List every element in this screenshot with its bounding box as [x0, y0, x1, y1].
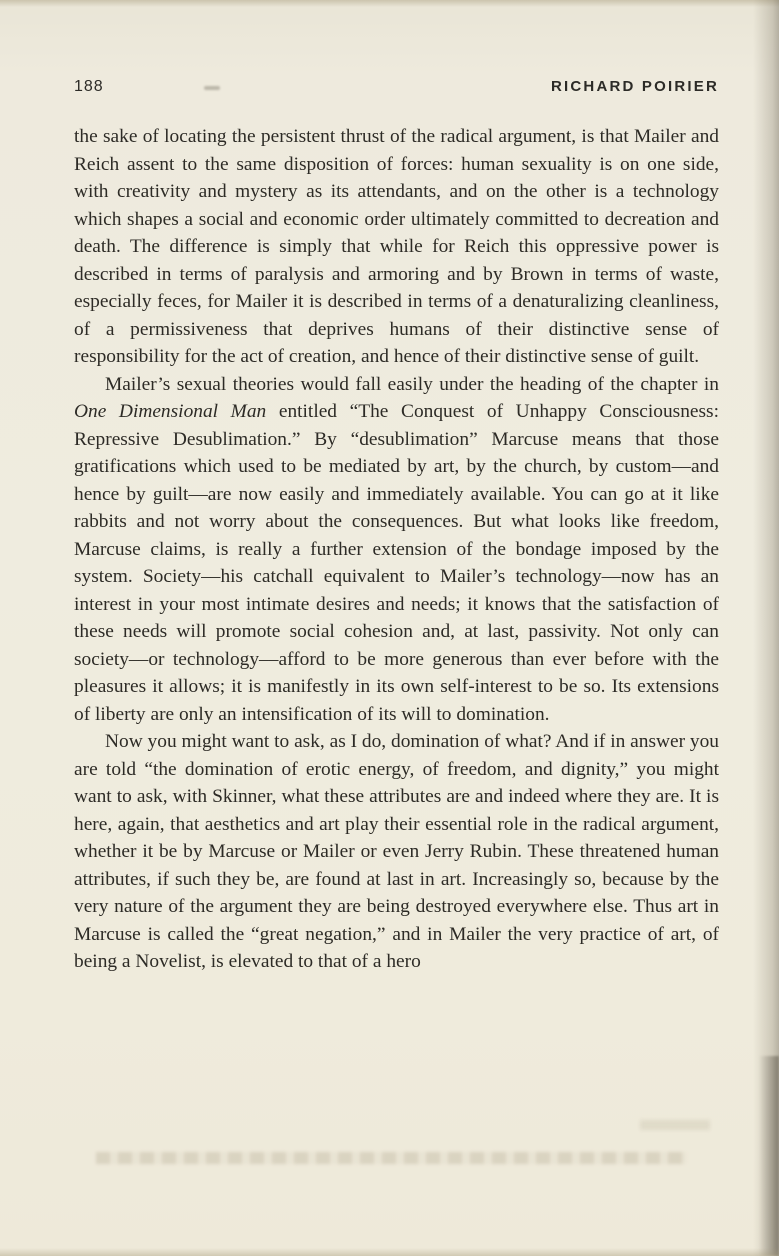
show-through-text-smudge — [96, 1152, 686, 1164]
scan-edge-bottom — [0, 1248, 779, 1256]
paragraph-2-text-after: entitled “The Conquest of Unhappy Consciousness: Repressive Desublimation.” By “desublimation” Marcuse means that those gratifications which used to be mediated by art, by the church, by custom––and hence by guilt––are now easily and immediately available. You can go at it like rabbits and not worry about the consequences. But what looks like freedom, Marcuse claims, is really a further extension of the bondage imposed by the system. Society––his catchall equivalent to Mailer’s technology––now has an interest in your most intimate desires and needs; it knows that the satisfaction of these needs will promote social cohesion and, at last, passivity. Not only can society––or technology––afford to be more generous than ever before with the pleasures it allows; it is manifestly in its own self-interest to be so. Its extensions of liberty are only an intensification of its will to domination. — [74, 401, 719, 725]
scan-edge-right — [753, 0, 779, 1256]
running-header-author: RICHARD POIRIER — [550, 78, 719, 95]
paragraph-3 — [74, 728, 719, 976]
paragraph-1 — [74, 123, 719, 371]
paragraph-1-text: the sake of locating the persistent thrust of the radical argument, is that Mailer and Reich assent to the same disposition of forces: human sexuality is on one side, with creativity and mystery as its attendants, and on the other is a technology which shapes a social and economic order ultimately committed to decreation and death. The difference is simply that while for Reich this oppressive power is described in terms of paralysis and armoring and by Brown in terms of waste, especially feces, for Mailer it is described in terms of a denaturalizing cleanliness, of a permissiveness that deprives humans of their distinctive sense of responsibility for the act of creation, and hence of their distinctive sense of guilt. — [74, 126, 719, 367]
book-title-one-dimensional-man: One Dimensional Man — [74, 401, 267, 422]
scan-edge-top — [0, 0, 779, 7]
page-number: 188 — [74, 78, 104, 95]
paragraph-2 — [74, 371, 719, 729]
scan-shadow-bottom-right — [759, 1056, 779, 1256]
paragraph-2-text-before: Mailer’s sexual theories would fall easily under the heading of the chapter in — [105, 373, 719, 395]
page-content — [74, 78, 719, 976]
paragraph-3-text: Now you might want to ask, as I do, domination of what? And if in answer you are told “the domination of erotic energy, of freedom, and dignity,” you might want to ask, with Skinner, what these attributes are and indeed where they are. It is here, again, that aesthetics and art play their essential role in the radical argument, whether it be by Marcuse or Mailer or even Jerry Rubin. These threatened human attributes, if such they be, are found at last in art. Increasingly so, because by the very nature of the argument they are being destroyed everywhere else. Thus art in Marcuse is called the “great negation,” and in Mailer the very practice of art, of being a Novelist, is elevated to that of a hero — [74, 731, 719, 972]
body-text — [74, 123, 719, 976]
show-through-text-smudge — [640, 1120, 710, 1130]
running-head — [74, 78, 719, 96]
